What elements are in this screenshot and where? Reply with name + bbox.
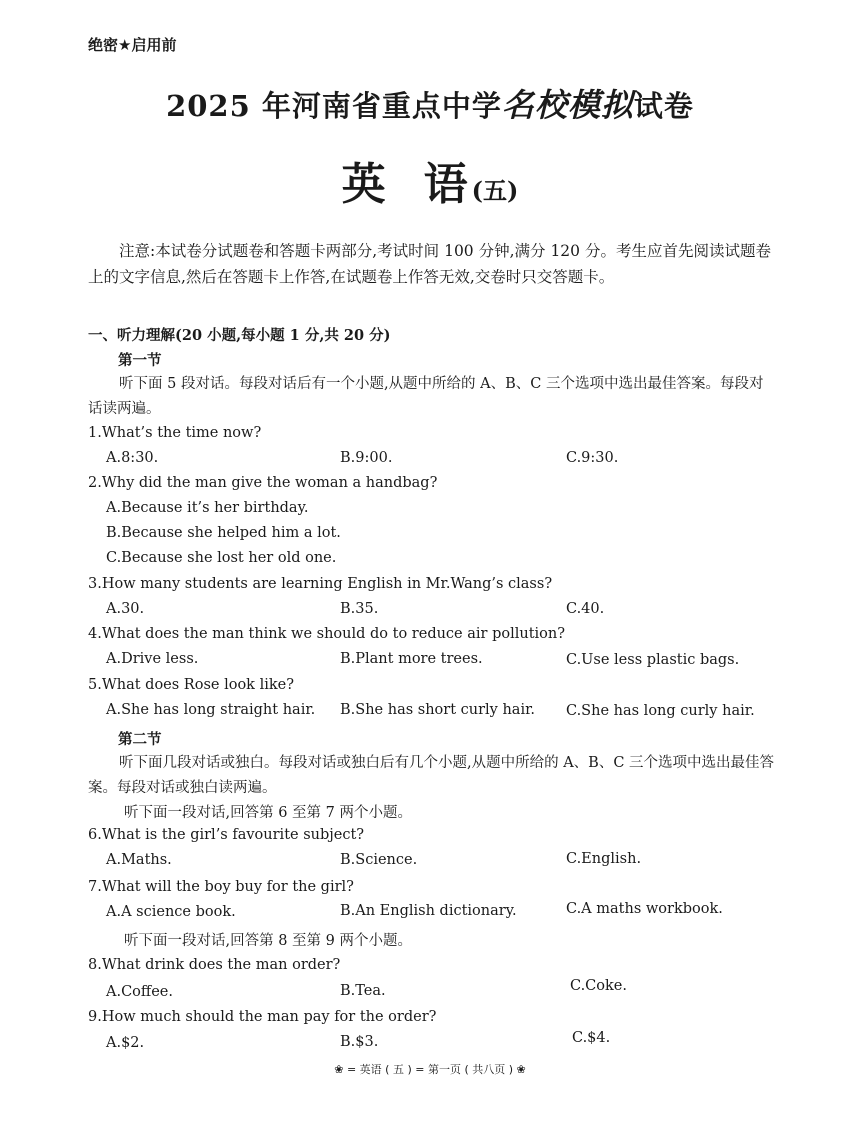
q8-option-b: B.Tea. [340, 983, 386, 999]
title-emphasis: 名校模拟 [501, 86, 634, 124]
paper-number: (五) [471, 176, 519, 205]
exam-title [0, 80, 860, 126]
q1-option-a: A.8:30. [106, 450, 159, 466]
question-9: 9.How much should the man pay for the order? [88, 1009, 437, 1025]
q2-option-b: B.Because she helped him a lot. [106, 525, 341, 541]
q7-option-b: B.An English dictionary. [340, 903, 517, 919]
q6-option-c: C.English. [566, 851, 642, 867]
q6-option-b: B.Science. [340, 852, 418, 868]
q2-option-a: A.Because it’s her birthday. [106, 500, 309, 516]
section1-instructions: 听下面 5 段对话。每段对话后有一个小题,从题中所给的 A、B、C 三个选项中选出最佳答案。每段对话读两遍。 [88, 376, 764, 417]
subject-title [0, 148, 860, 212]
q8-option-a: A.Coffee. [106, 984, 173, 1000]
q6-option-a: A.Maths. [106, 852, 172, 868]
subject-char-2: 语 [423, 159, 468, 210]
exam-notice: 注意:本试卷分试题卷和答题卡两部分,考试时间 100 分钟,满分 120 分。考生应首先阅读试题卷上的文字信息,然后在答题卡上作答,在试题卷上作答无效,交卷时只交答题卡。 [88, 242, 771, 286]
question-5: 5.What does Rose look like? [88, 677, 294, 693]
dialog-6-7-instruction: 听下面一段对话,回答第 6 至第 7 两个小题。 [124, 805, 412, 821]
dialog-8-9-instruction: 听下面一段对话,回答第 8 至第 9 两个小题。 [124, 933, 412, 949]
page-footer: ❀ = 英语 ( 五 ) = 第一页 ( 共八页 ) ❀ [334, 1063, 526, 1076]
q8-option-c: C.Coke. [570, 978, 627, 994]
q2-option-c: C.Because she lost her old one. [106, 550, 337, 566]
q9-option-a: A.$2. [106, 1035, 145, 1051]
q1-option-b: B.9:00. [340, 450, 393, 466]
question-7: 7.What will the boy buy for the girl? [88, 879, 354, 895]
title-main: 2025 年河南省重点中学 [166, 89, 502, 123]
q4-option-c: C.Use less plastic bags. [566, 652, 740, 668]
question-4: 4.What does the man think we should do to reduce air pollution? [88, 626, 565, 642]
q5-option-a: A.She has long straight hair. [106, 702, 316, 718]
subject-char-1: 英 [341, 159, 386, 210]
q5-option-b: B.She has short curly hair. [340, 702, 536, 718]
section1-label: 第一节 [118, 352, 162, 369]
q9-option-c: C.$4. [572, 1030, 611, 1046]
question-3: 3.How many students are learning English in Mr.Wang’s class? [88, 576, 553, 592]
q3-option-a: A.30. [106, 601, 145, 617]
q1-option-c: C.9:30. [566, 450, 619, 466]
question-6: 6.What is the girl’s favourite subject? [88, 827, 365, 843]
q3-option-c: C.40. [566, 601, 605, 617]
confidential-label: 绝密★启用前 [88, 36, 177, 54]
section2-label: 第二节 [118, 731, 162, 748]
part1-heading: 一、听力理解(20 小题,每小题 1 分,共 20 分) [88, 327, 391, 344]
q4-option-a: A.Drive less. [106, 651, 199, 667]
q7-option-c: C.A maths workbook. [566, 901, 723, 917]
question-1: 1.What’s the time now? [88, 425, 262, 441]
q9-option-b: B.$3. [340, 1034, 379, 1050]
question-8: 8.What drink does the man order? [88, 957, 341, 973]
question-2: 2.Why did the man give the woman a handbag? [88, 475, 438, 491]
q4-option-b: B.Plant more trees. [340, 651, 483, 667]
section2-instructions: 听下面几段对话或独白。每段对话或独白后有几个小题,从题中所给的 A、B、C 三个选项中选出最佳答案。每段对话或独白读两遍。 [88, 755, 775, 796]
title-end: 试卷 [633, 89, 694, 123]
q7-option-a: A.A science book. [106, 904, 236, 920]
q5-option-c: C.She has long curly hair. [566, 703, 755, 719]
q3-option-b: B.35. [340, 601, 379, 617]
